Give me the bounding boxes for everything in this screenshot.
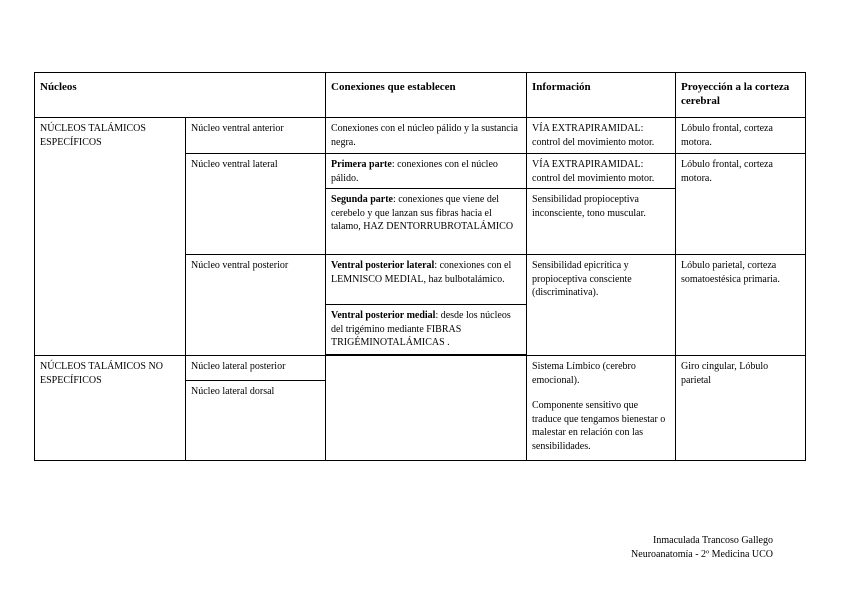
segunda-parte-text: : conexiones que viene del cerebelo y que lanzan sus fibras hacia el talamo, HAZ DENTORRUBROTALÁMICO <box>331 194 514 232</box>
table-row <box>35 356 806 381</box>
ventral-posterior-medial-text: : desde los núcleos del trigémino mediante FIBRAS TRIGÉMINOTALÁMICAS . <box>331 310 511 348</box>
thalamic-nuclei-table <box>34 72 806 461</box>
primera-parte-text: : conexiones con el núcleo pálido. <box>331 159 498 184</box>
nucleus-lateral-dorsal: Núcleo lateral dorsal <box>186 381 326 461</box>
proyeccion-ventral-anterior: Lóbulo frontal, corteza motora. <box>676 118 806 154</box>
footer <box>631 534 773 562</box>
nucleus-ventral-posterior: Núcleo ventral posterior <box>186 255 326 356</box>
ventral-posterior-lateral-text: : conexiones con el LEMNISCO MEDIAL, haz bulbotalámico. <box>331 260 512 285</box>
conexiones-ventral-posterior-medial <box>326 305 527 355</box>
nucleus-ventral-lateral: Núcleo ventral lateral <box>186 154 326 255</box>
footer-author: Inmaculada Trancoso Gallego <box>653 535 773 546</box>
informacion-limbico: Sistema Límbico (cerebro emocional). <box>532 361 636 386</box>
header-conexiones: Conexiones que establecen <box>326 73 527 118</box>
conexiones-ventral-lateral-primera <box>326 154 527 189</box>
header-informacion: Información <box>527 73 676 118</box>
conexiones-no-especificos <box>326 356 527 461</box>
ventral-posterior-lateral-label: Ventral posterior lateral <box>331 260 435 271</box>
proyeccion-no-especificos: Giro cingular, Lóbulo parietal <box>676 356 806 461</box>
informacion-ventral-lateral-primera: VÍA EXTRAPIRAMIDAL: control del movimiento motor. <box>527 154 676 189</box>
informacion-ventral-lateral-segunda: Sensibilidad propioceptiva inconsciente, tono muscular. <box>527 189 676 255</box>
informacion-ventral-posterior: Sensibilidad epicrítica y propioceptiva consciente (discriminativa). <box>527 255 676 356</box>
nucleus-lateral-posterior: Núcleo lateral posterior <box>186 356 326 381</box>
proyeccion-ventral-posterior: Lóbulo parietal, corteza somatoestésica primaria. <box>676 255 806 356</box>
informacion-componente: Componente sensitivo que traduce que tengamos bienestar o malestar en relación con las sensibilidades. <box>532 400 666 452</box>
header-nucleos: Núcleos <box>35 73 326 118</box>
ventral-posterior-medial-label: Ventral posterior medial <box>331 310 436 321</box>
informacion-no-especificos <box>527 356 676 461</box>
footer-course: Neuroanatomía - 2º Medicina UCO <box>631 549 773 560</box>
conexiones-ventral-anterior: Conexiones con el núcleo pálido y la sustancia negra. <box>326 118 527 154</box>
primera-parte-label: Primera parte <box>331 159 392 170</box>
group-especificos: NÚCLEOS TALÁMICOS ESPECÍFICOS <box>35 118 186 356</box>
conexiones-ventral-posterior-lateral <box>326 255 527 305</box>
proyeccion-ventral-lateral: Lóbulo frontal, corteza motora. <box>676 154 806 255</box>
header-row <box>35 73 806 118</box>
conexiones-ventral-lateral-segunda <box>326 189 527 255</box>
group-no-especificos: NÚCLEOS TALÁMICOS NO ESPECÍFICOS <box>35 356 186 461</box>
nucleus-ventral-anterior: Núcleo ventral anterior <box>186 118 326 154</box>
informacion-ventral-anterior: VÍA EXTRAPIRAMIDAL: control del movimiento motor. <box>527 118 676 154</box>
table-row <box>35 118 806 154</box>
header-proyeccion: Proyección a la corteza cerebral <box>676 73 806 118</box>
segunda-parte-label: Segunda parte <box>331 194 393 205</box>
